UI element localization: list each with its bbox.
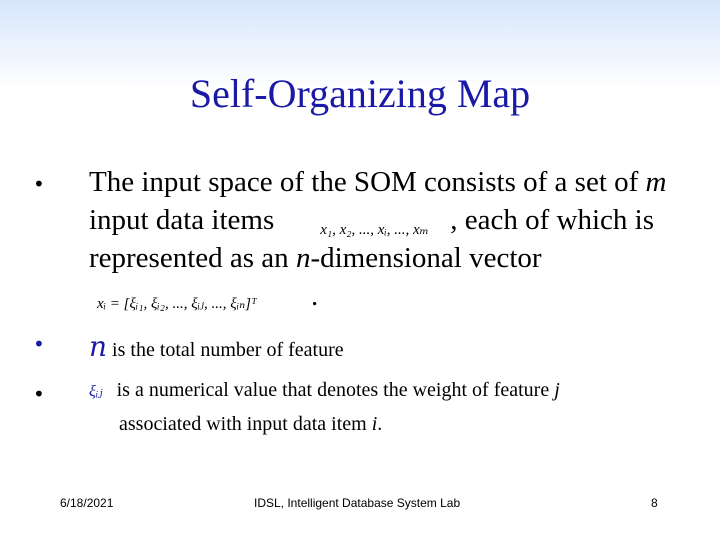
bullet-dot: •	[33, 382, 45, 406]
input-items-formula: x₁, x₂, ..., xᵢ, ..., xₘ	[320, 222, 429, 238]
var-i: i	[371, 413, 378, 435]
xi-symbol: ξᵢⱼ	[89, 383, 103, 400]
bullet-n-definition	[33, 330, 344, 363]
text-segment: is the total number of feature	[107, 339, 344, 361]
text-segment: input data items	[89, 204, 275, 236]
bullet-dot: •	[33, 332, 45, 356]
footer-lab-name: IDSL, Intelligent Database System Lab	[254, 496, 461, 510]
slide-title: Self-Organizing Map	[189, 71, 531, 116]
bullet-dot: •	[33, 172, 45, 196]
text-segment: -dimensional vector	[310, 242, 542, 274]
bullet-text	[89, 163, 693, 315]
bullet-xi-definition	[33, 374, 689, 440]
footer-date: 6/18/2021	[60, 496, 114, 510]
var-n: n	[89, 330, 108, 363]
bullet-input-space	[33, 163, 693, 315]
bullet-text	[89, 374, 689, 440]
bullet-text	[89, 330, 344, 363]
var-n: n	[295, 242, 311, 274]
text-line	[119, 408, 689, 440]
footer-page-number: 8	[651, 496, 658, 510]
text-segment: associated with input data item	[119, 413, 372, 435]
text-segment: The input space of the SOM consists of a set of	[89, 166, 646, 198]
text-segment: .	[311, 280, 319, 312]
var-m: m	[645, 166, 667, 198]
var-j: j	[554, 379, 560, 401]
vector-formula: xᵢ = [ξᵢ₁, ξᵢ₂, ..., ξᵢⱼ, ..., ξᵢₙ]ᵀ	[97, 296, 257, 312]
text-segment: .	[377, 413, 383, 435]
text-segment: , each of which is represented as an	[89, 204, 654, 274]
text-segment: is a numerical value that denotes the weight of feature	[116, 379, 555, 401]
